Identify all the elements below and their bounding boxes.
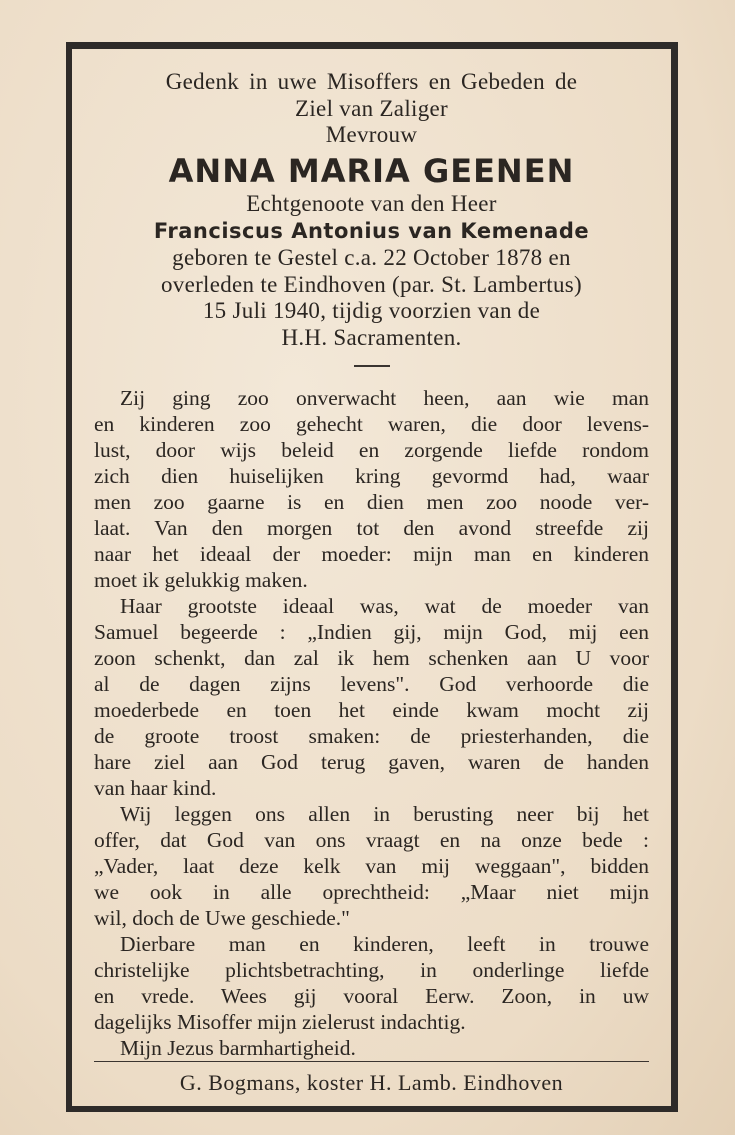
printer-credit: G. Bogmans, koster H. Lamb. Eindhoven xyxy=(179,1070,564,1095)
paragraph-4 xyxy=(94,931,649,1035)
header-line-3: Mevrouw xyxy=(325,122,418,147)
text-line: laat. Van den morgen tot den avond streefde zij xyxy=(94,516,649,540)
text-line: en vrede. Wees gij vooral Eerw. Zoon, in uw xyxy=(94,984,649,1008)
card-body xyxy=(94,385,649,1061)
card-content xyxy=(94,49,649,1106)
header-line-4: Echtgenoote van den Heer xyxy=(246,190,497,216)
paragraph-5 xyxy=(94,1035,649,1061)
text-line: wil, doch de Uwe geschiede." xyxy=(94,906,350,930)
text-line: lust, door wijs beleid en zorgende liefde rondom xyxy=(94,438,649,462)
header-line-2: Ziel van Zaliger xyxy=(295,95,448,121)
text-line: zich dien huiselijken kring gevormd had, waar xyxy=(94,464,649,488)
card-border xyxy=(66,42,678,1112)
header-line-1: Gedenk in uwe Misoffers en Gebeden de xyxy=(165,69,578,94)
paragraph-3 xyxy=(94,801,649,931)
closing-prayer: Mijn Jezus barmhartigheid. xyxy=(120,1036,356,1060)
date-line: 15 Juli 1940, tijdig voorzien van de xyxy=(202,298,541,323)
text-line: christelijke plichtsbetrachting, in onderlinge liefde xyxy=(94,958,649,982)
text-line: hare ziel aan God terug gaven, waren de handen xyxy=(94,750,649,774)
birth-line: geboren te Gestel c.a. 22 October 1878 en xyxy=(172,245,571,270)
text-line: Samuel begeerde : „Indien gij, mijn God, mij een xyxy=(94,620,649,644)
deceased-name: ANNA MARIA GEENEN xyxy=(168,151,575,190)
text-line: men zoo gaarne is en dien men zoo noode ver- xyxy=(94,490,649,514)
text-line: we ook in alle oprechtheid: „Maar niet mijn xyxy=(94,880,649,904)
divider xyxy=(354,365,390,367)
text-line: offer, dat God van ons vraagt en na onze bede : xyxy=(94,828,649,852)
text-line: Dierbare man en kinderen, leeft in trouwe xyxy=(120,932,649,956)
text-line: moet ik gelukkig maken. xyxy=(94,568,308,592)
footer-divider xyxy=(94,1061,649,1062)
text-line: zoon schenkt, dan zal ik hem schenken aan U voor xyxy=(94,646,649,670)
text-line: de groote troost smaken: de priesterhanden, die xyxy=(94,724,649,748)
spouse-name: Franciscus Antonius van Kemenade xyxy=(153,219,590,243)
card-header xyxy=(94,69,649,367)
text-line: al de dagen zijns levens". God verhoorde die xyxy=(94,672,649,696)
text-line: Haar grootste ideaal was, wat de moeder van xyxy=(120,594,649,618)
paragraph-1 xyxy=(94,385,649,593)
sacraments-line: H.H. Sacramenten. xyxy=(281,324,462,350)
text-line: „Vader, laat deze kelk van mij weggaan", bidden xyxy=(94,854,649,878)
text-line: van haar kind. xyxy=(94,776,217,800)
paragraph-2 xyxy=(94,593,649,801)
text-line: moederbede en toen het einde kwam mocht zij xyxy=(94,698,649,722)
text-line: Zij ging zoo onverwacht heen, aan wie man xyxy=(120,386,649,410)
text-line: naar het ideaal der moeder: mijn man en kinderen xyxy=(94,542,649,566)
text-line: en kinderen zoo gehecht waren, die door levens- xyxy=(94,412,649,436)
death-line: overleden te Eindhoven (par. St. Lambertus) xyxy=(160,271,583,297)
text-line: Wij leggen ons allen in berusting neer bij het xyxy=(120,802,649,826)
text-line: dagelijks Misoffer mijn zielerust indachtig. xyxy=(94,1010,466,1034)
